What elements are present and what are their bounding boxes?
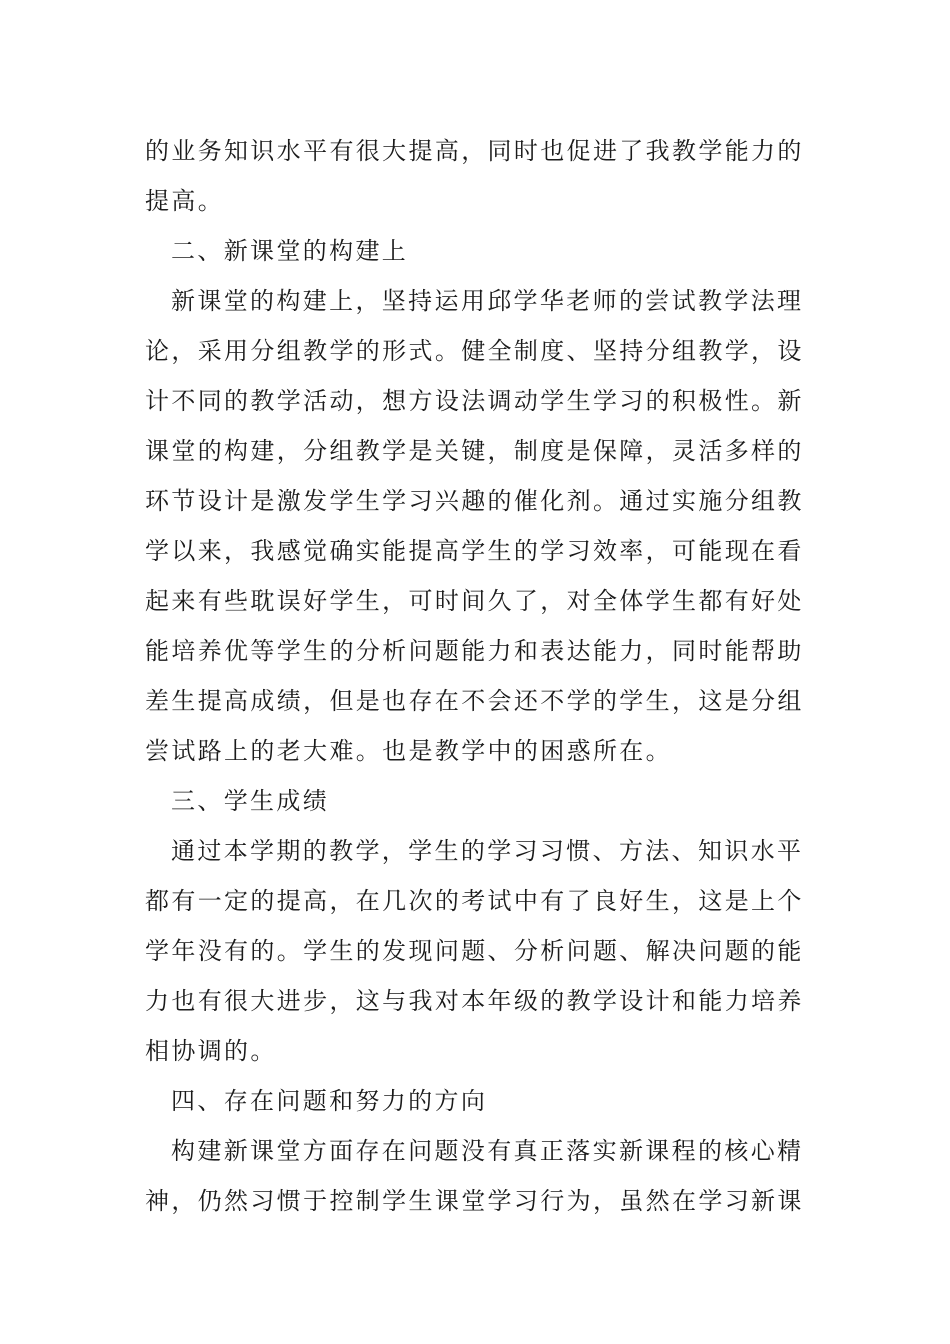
body-text-line: 起来有些耽误好学生，可时间久了，对全体学生都有好处 [145, 587, 804, 615]
body-text-line: 能培养优等学生的分析问题能力和表达能力，同时能帮助 [145, 637, 804, 665]
body-text-line: 课堂的构建，分组教学是关键，制度是保障，灵活多样的 [145, 437, 804, 465]
body-text-line: 构建新课堂方面存在问题没有真正落实新课程的核心精 [171, 1137, 804, 1165]
body-text-line: 环节设计是激发学生学习兴趣的催化剂。通过实施分组教 [145, 487, 804, 515]
body-text-line: 相协调的。 [145, 1037, 277, 1065]
section-heading: 四、存在问题和努力的方向 [171, 1087, 488, 1115]
body-text-line: 学年没有的。学生的发现问题、分析问题、解决问题的能 [145, 937, 804, 965]
body-text-line: 计不同的教学活动，想方设法调动学生学习的积极性。新 [145, 387, 804, 415]
body-text-line: 学以来，我感觉确实能提高学生的学习效率，可能现在看 [145, 537, 804, 565]
body-text-line: 提高。 [145, 187, 225, 215]
body-text-line: 尝试路上的老大难。也是教学中的困惑所在。 [145, 737, 672, 765]
body-text-line: 的业务知识水平有很大提高，同时也促进了我教学能力的 [145, 137, 804, 165]
document-body [145, 126, 805, 1226]
body-text-line: 神，仍然习惯于控制学生课堂学习行为，虽然在学习新课 [145, 1187, 804, 1215]
body-text-line: 都有一定的提高，在几次的考试中有了良好生，这是上个 [145, 887, 804, 915]
body-text-line: 论，采用分组教学的形式。健全制度、坚持分组教学，设 [145, 337, 804, 365]
body-text-line: 力也有很大进步，这与我对本年级的教学设计和能力培养 [145, 987, 804, 1015]
body-text-line: 新课堂的构建上，坚持运用邱学华老师的尝试教学法理 [171, 287, 804, 315]
section-heading: 二、新课堂的构建上 [171, 237, 409, 265]
body-text-line: 通过本学期的教学，学生的学习习惯、方法、知识水平 [171, 837, 804, 865]
body-text-line: 差生提高成绩，但是也存在不会还不学的学生，这是分组 [145, 687, 804, 715]
section-heading: 三、学生成绩 [171, 787, 330, 815]
